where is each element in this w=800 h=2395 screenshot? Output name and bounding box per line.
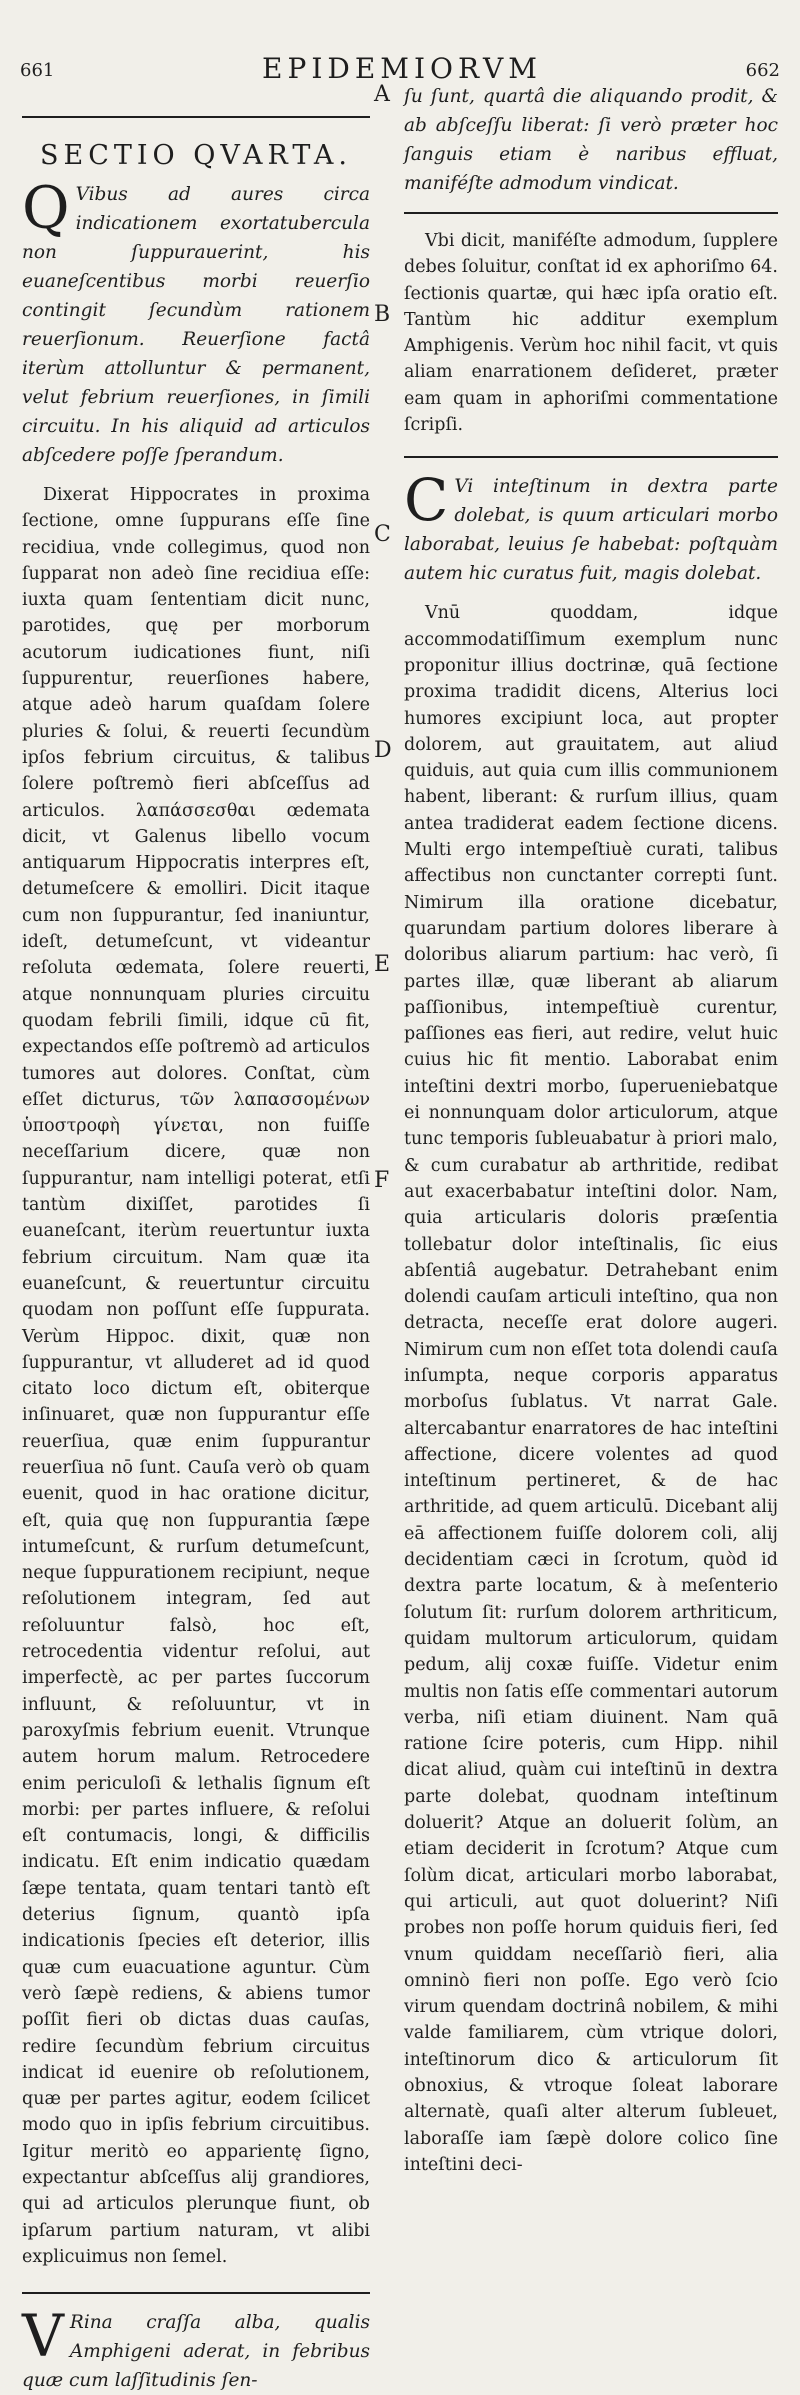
lemma-2-text: Vi inteſtinum in dextra parte dolebat, is quum articulari morbo laborabat, leuius ſe habebat: poſtquàm autem hic curatus fuit, magis dolebat. bbox=[404, 476, 778, 585]
left-column bbox=[22, 82, 370, 2395]
lemma-2 bbox=[404, 466, 778, 588]
margin-letter-d: D bbox=[374, 738, 392, 763]
page-number-right: 662 bbox=[745, 60, 780, 81]
drop-cap-q: Q bbox=[22, 174, 70, 242]
section-heading: SECTIO QVARTA. bbox=[39, 140, 353, 171]
commentary-1: Dixerat Hippocrates in proxima ſectione, omne ſuppurans eſſe ſine recidiua, vnde collegimus, quod non ſupparat non adeò ſine recidiua eſſe: iuxta quam ſententiam dicit nunc, parotides, quę per morborum acutorum iudicationes fiunt, niſi ſuppurentur, reuerſiones habere, atque adeò harum quaſdam ſolere pluries & ſolui, & reuerti ſecundùm ipſos febrium circuitus, & talibus ſolere poſtremò fieri abſceſſus ad articulos. λαπάσσεσθαι œdemata dicit, vt Galenus libello vocum antiquarum Hippocratis interpres eſt, detumeſcere & emolliri. Dicit itaque cum non ſuppurantur, ſed inaniuntur, ideſt, detumeſcunt, vt videantur reſoluta œdemata, ſolere reuerti, atque nonnunquam pluries circuitu quodam febrili ſimili, idque cū fit, expectandos eſſe poſtremò ad articulos tumores aut dolores. Conſtat, cùm eſſet dicturus, τῶν λαπασσομένων ὑποστροφὴ γίνεται, non fuiſſe neceſſarium dicere, quæ non ſuppurantur, nam intelligi poterat, etſi tantùm dixiſſet, parotides ſi euaneſcant, iterùm reuertuntur iuxta febrium circuitum. Nam quæ ita euaneſcunt, & reuertuntur circuitu quodam non poſſunt eſſe ſuppurata. Verùm Hippoc. dixit, quæ non ſuppurantur, vt alluderet ad id quod citato loco dictum eſt, obiterque inſinuaret, quæ non ſuppurantur eſſe reuerſiua, quæ enim ſuppurantur reuerſiua nō ſunt. Cauſa verò ob quam euenit, quod in hac oratione dicitur, eſt, quia quę non ſuppurantia ſæpe intumeſcunt, & rurſum detumeſcunt, neque ſuppurationem recipiunt, neque reſolutionem integram, ſed aut reſoluuntur falsò, hoc eſt, retrocedentia videntur reſolui, aut imperfectè, ac per partes ſuccorum influunt, & reſoluuntur, vt in paroxyſmis febrium euenit. Vtrunque autem horum malum. Retrocedere enim periculoſi & lethalis ſignum eſt morbi: per partes influere, & reſolui eſt contumacis, longi, & difficilis indicatu. Eſt enim indicatio quædam ſæpe tentata, quam tentari tantò eſt deterius ſignum, quantò ipſa indicationis ſpecies eſt deterior, illis quæ cum euacuatione aguntur. Cùm verò ſæpè rediens, & abiens tumor poſſit fieri ob dictas duas cauſas, redire ſecundùm febrium circuitus indicat id euenire ob reſolutionem, quæ per partes agitur, eodem ſcilicet modo quo in ipſis febrium circuitibus. Igitur meritò eo apparientę ſigno, expectantur abſceſſus alij grandiores, qui ad articulos plerunque fiunt, ob ipſarum partium naturam, vt alibi explicuimus non ſemel. bbox=[22, 485, 370, 2267]
commentary-continuation: Vbi dicit, maniféſte admodum, ſupplere debes ſoluitur, conſtat id ex aphoriſmo 64. ſectionis quartæ, qui hæc ipſa oratio eſt. Tantùm hic additur exemplum Amphigenis. Verùm hoc nihil facit, vt quis aliam enarrationem deſideret, præter eam quam in aphoriſmi commentatione ſcripſi. bbox=[404, 231, 778, 436]
margin-letter-e: E bbox=[374, 952, 391, 977]
rule bbox=[404, 456, 778, 458]
lemma-continuation: ſu ſunt, quartâ die aliquando prodit, & ab abſceſſu liberat: ſi verò præter hoc ſanguis etiam è naribus effluat, maniféſte admodum vindicat. bbox=[404, 86, 778, 194]
lemma-3 bbox=[22, 2302, 370, 2395]
drop-cap-v: V bbox=[22, 2302, 64, 2371]
lemma-3-text: Rina craſſa alba, qualis Amphigeni aderat, in febribus quæ cum laſſitudinis ſen- bbox=[22, 2312, 370, 2392]
commentary-2: Vnū quoddam, idque accommodatiſſimum exemplum nunc proponitur illius doctrinæ, quā ſectione proxima tradidit dicens, Alterius loci humores excipiunt loca, aut propter dolorem, aut grauitatem, aut aliud quiduis, aut quia cum illis communionem habent, liberant: & rurſum illius, quam antea tradiderat eadem ſectione dicens. Multi ergo intempeſtiuè curati, talibus affectibus non cunctanter correpti ſunt. Nimirum illa oratione dicebatur, quarundam partium dolores liberare à doloribus aliarum partium: hac verò, ſi partes illæ, quæ liberant ab aliarum paſſionibus, intempeſtiuè curentur, paſſiones eas fieri, aut redire, velut huic cuius hic fit mentio. Laborabat enim inteſtini dextri morbo, ſuperueniebatque ei nonnunquam dolor articulorum, atque tunc temporis ſubleuabatur à priori malo, & cum curabatur ab arthritide, redibat aut exacerbabatur inteſtini dolor. Nam, quia articularis doloris præſentia tollebatur dolor inteſtinalis, ſic eius abſentiâ augebatur. Detrahebant enim dolendi cauſam articuli inteſtino, qua non detracta, neceſſe erat dolore augeri. Nimirum cum non eſſet tota dolendi cauſa inſumpta, neque corporis apparatus morboſus ſublatus. Vt narrat Gale. altercabantur enarratores de hac inteſtini affectione, dicere volentes ad quod inteſtinum pertineret, & de hac arthritide, ad quem articulū. Dicebant alij eā affectionem fuiſſe dolorem coli, alij decidentiam cæci in ſcrotum, quòd id dextra parte locatum, & à meſenterio ſolutum ſit: rurſum dolorem arthriticum, quidam multorum articulorum, quidam pedum, alij coxæ fuiſſe. Videtur enim multis non ſatis eſſe commentari autorum verba, niſi etiam diuinent. Nam quā ratione ſcire poteris, cum Hipp. nihil dicat aliud, quàm cui inteſtinū in dextra parte dolebat, quodnam inteſtinum doluerit? Atque an doluerit ſolùm, an etiam deciderit in ſcrotum? Atque cum ſolùm dicat, articulari morbo laborabat, qui articuli, aut quot doluerint? Niſi probes non poſſe horum quiduis fieri, ſed vnum quiddam neceſſariò fieri, alia omninò fieri non poſſe. Ego verò ſcio virum quendam doctrinâ nobilem, & mihi valde familiarem, cùm vtrique dolori, inteſtinorum dico & articulorum ſit obnoxius, & vtroque ſoleat laborare alternatè, quaſi alter alterum ſubleuet, laboraſſe iam ſæpè dolore colico ſine inteſtini deci- bbox=[404, 603, 778, 2175]
right-column bbox=[404, 82, 778, 2178]
lemma-1 bbox=[22, 174, 370, 470]
margin-letter-a: A bbox=[374, 82, 390, 107]
rule bbox=[404, 212, 778, 214]
margin-letter-c: C bbox=[374, 522, 391, 547]
margin-letter-f: F bbox=[374, 1168, 390, 1193]
running-title: EPIDEMIORVM bbox=[262, 52, 542, 85]
rule bbox=[22, 2292, 370, 2294]
page-number-left: 661 bbox=[20, 60, 55, 81]
drop-cap-c: C bbox=[404, 466, 449, 535]
rule bbox=[22, 116, 370, 118]
margin-letter-b: B bbox=[374, 302, 391, 327]
lemma-1-text: Vibus ad aures circa indicationem exortatubercula non ſuppurauerint, his euaneſcentibus morbi reuerſio contingit ſecundùm rationem reuerſionum. Reuerſione factâ iterùm attolluntur & permanent, velut febrium reuerſiones, in ſimili circuitu. In his aliquid ad articulos abſcedere poſſe ſperandum. bbox=[22, 184, 370, 466]
